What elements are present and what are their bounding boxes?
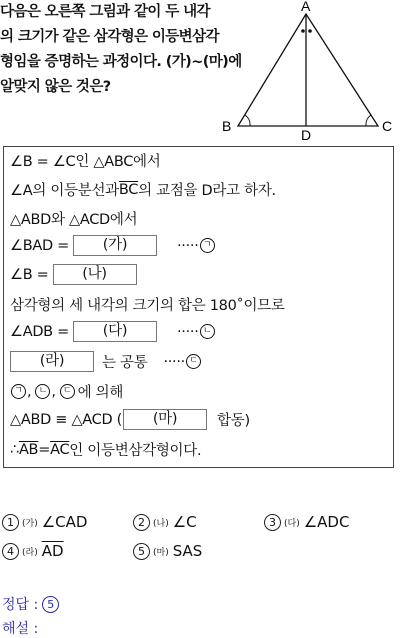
answer-label: 정답 :: [2, 597, 39, 613]
proof-line-11: ∴ $\overline{AB}$ = $\overline{AC}$ 인 이등변삼각형이다.: [10, 441, 202, 459]
question-line: 형임을 증명하는 과정이다. (가)~(마)에: [0, 54, 242, 70]
proof-line-8: (라) 는 공통 ····· ㄷ: [10, 351, 202, 372]
label-d: D: [301, 127, 312, 142]
proof-line-1: ∠B = ∠C인 △ABC에서: [10, 154, 161, 170]
choice-3[interactable]: 3 (다) ∠ADC: [264, 513, 349, 531]
circled-mark-2: ㄴ: [200, 324, 215, 339]
label-a: A: [301, 0, 311, 14]
triangle-abc: [238, 14, 378, 126]
circled-mark-3: ㄷ: [60, 384, 75, 399]
proof-line-9: ㄱ , ㄴ , ㄷ 에 의해: [10, 381, 123, 402]
circled-mark-3: ㄷ: [186, 354, 201, 369]
angle-dot-left: [301, 29, 305, 33]
blank-box-ma: (마): [123, 409, 207, 430]
proof-box: [3, 146, 394, 468]
choice-1[interactable]: 1 (가) ∠CAD: [2, 513, 87, 531]
angle-dot-right: [308, 29, 312, 33]
choice-5[interactable]: 5 (마) SAS: [133, 542, 202, 560]
proof-line-3: △ABD와 △ACD에서: [10, 212, 138, 228]
blank-box-da: (다): [73, 321, 157, 342]
question-line: 의 크기가 같은 삼각형은 이등변삼각: [0, 29, 219, 45]
circled-mark-1: ㄱ: [200, 238, 215, 253]
blank-box-ra: (라): [10, 351, 94, 372]
segment-bc: $\overline{BC}$: [118, 181, 139, 198]
blank-box-ga: (가): [73, 235, 157, 256]
angle-mark-b: [245, 115, 250, 126]
answer-line: [2, 594, 62, 614]
proof-line-10: △ABD ≡ △ACD ( (마) 합동): [10, 411, 250, 429]
explanation-line: [2, 618, 38, 638]
label-c: C: [382, 118, 393, 134]
triangle-figure: [218, 0, 400, 142]
proof-line-6: 삼각형의 세 내각의 크기의 합은 180˚이므로: [10, 298, 285, 314]
proof-line-2: ∠A의 이등분선과 $\overline{BC}$ 의 교점을 D라고 하자.: [10, 181, 276, 199]
explanation-label: 해설 :: [2, 621, 39, 637]
question-line: 다음은 오른쪽 그림과 같이 두 내각: [0, 4, 210, 20]
answer-number: 5: [42, 596, 59, 613]
choice-2[interactable]: 2 (나) ∠C: [133, 513, 197, 531]
proof-line-5: ∠B = (나): [10, 264, 141, 285]
circled-mark-2: ㄴ: [35, 384, 50, 399]
angle-mark-c: [366, 115, 371, 126]
question-text: [0, 0, 242, 100]
proof-line-7: ∠ADB = (다) ····· ㄴ: [10, 321, 216, 342]
segment-ac: $\overline{AC}$: [50, 441, 70, 458]
choice-4[interactable]: 4 (라) $\overline{AD}$: [2, 542, 64, 560]
circled-mark-1: ㄱ: [11, 384, 26, 399]
segment-ab: $\overline{AB}$: [18, 441, 39, 458]
label-b: B: [222, 118, 232, 134]
question-line: 알맞지 않은 것은?: [0, 79, 111, 95]
blank-box-na: (나): [53, 264, 137, 285]
proof-line-4: ∠BAD = (가) ····· ㄱ: [10, 235, 216, 256]
